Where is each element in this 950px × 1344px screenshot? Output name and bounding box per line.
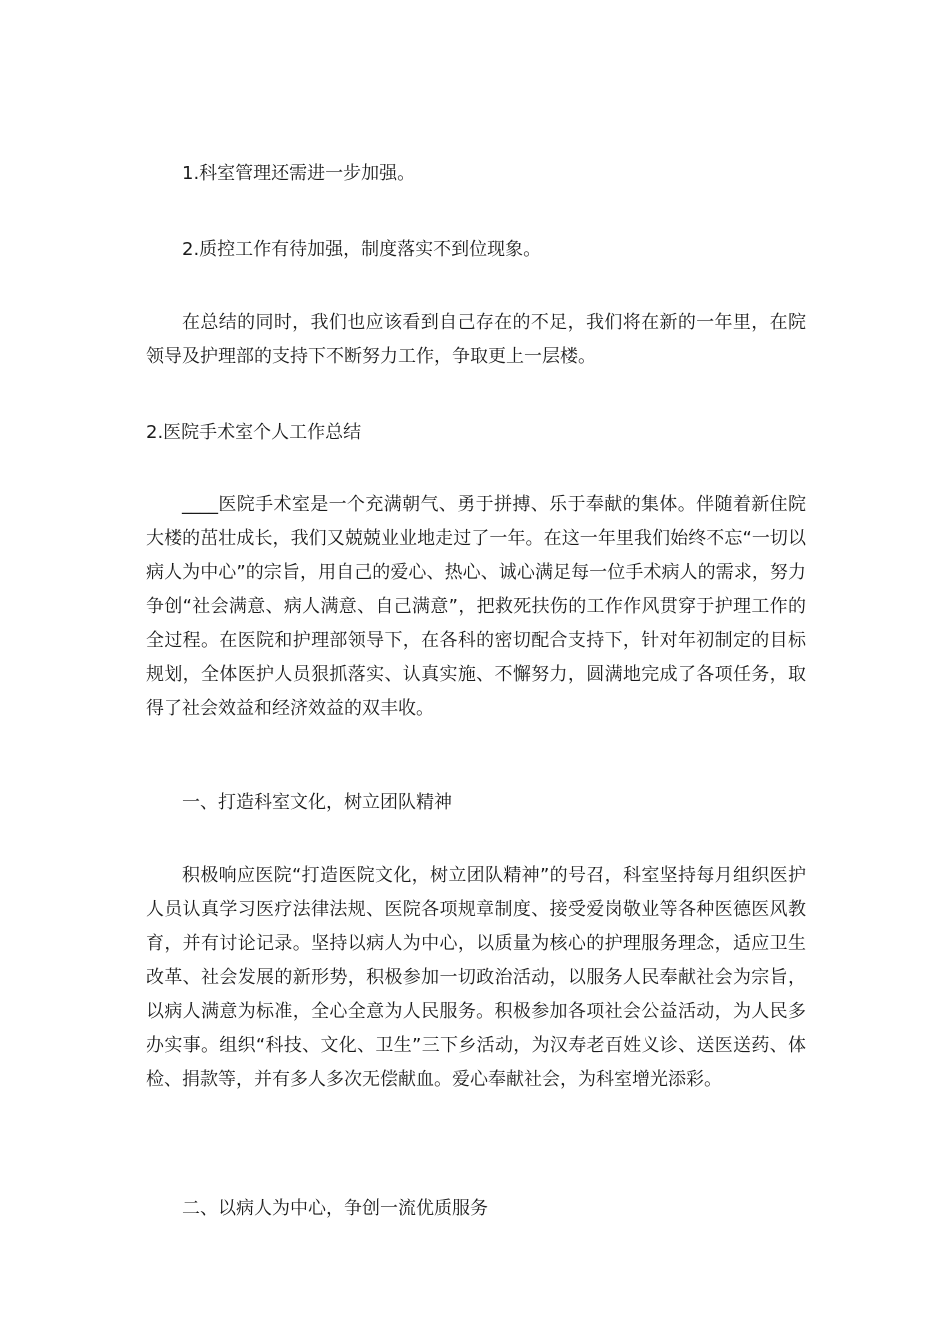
body-paragraph: 积极响应医院“打造医院文化，树立团队精神”的号召，科室坚持每月组织医护人员认真学习医疗法律法规、医院各项规章制度、接受爱岗敬业等各种医德医风教育，并有讨论记录。坚持以病人为中心，以质量为核心的护理服务理念，适应卫生改革、社会发展的新形势，积极参加一切政治活动，以服务人民奉献社会为宗旨，以病人满意为标准，全心全意为人民服务。积极参加各项社会公益活动，为人民多办实事。组织“科技、文化、卫生”三下乡活动，为汉寿老百姓义诊、送医送药、体检、捐款等，并有多人多次无偿献血。爱心奉献社会，为科室增光添彩。 xyxy=(146,865,806,1090)
section-title: 2.医院手术室个人工作总结 xyxy=(146,422,362,443)
list-item-2: 2.质控工作有待加强，制度落实不到位现象。 xyxy=(182,239,542,260)
list-item-1: 1.科室管理还需进一步加强。 xyxy=(182,163,416,184)
heading-two: 二、以病人为中心，争创一流优质服务 xyxy=(182,1198,488,1219)
summary-paragraph: 在总结的同时，我们也应该看到自己存在的不足，我们将在新的一年里，在院领导及护理部的支持下不断努力工作，争取更上一层楼。 xyxy=(146,312,806,367)
intro-paragraph: ____医院手术室是一个充满朝气、勇于拼搏、乐于奉献的集体。伴随着新住院大楼的茁壮成长，我们又兢兢业业地走过了一年。在这一年里我们始终不忘“一切以病人为中心”的宗旨，用自己的爱心、热心、诚心满足每一位手术病人的需求，努力争创“社会满意、病人满意、自己满意”，把救死扶伤的工作作风贯穿于护理工作的全过程。在医院和护理部领导下，在各科的密切配合支持下，针对年初制定的目标规划，全体医护人员狠抓落实、认真实施、不懈努力，圆满地完成了各项任务，取得了社会效益和经济效益的双丰收。 xyxy=(146,494,806,719)
heading-one: 一、打造科室文化，树立团队精神 xyxy=(182,792,452,813)
